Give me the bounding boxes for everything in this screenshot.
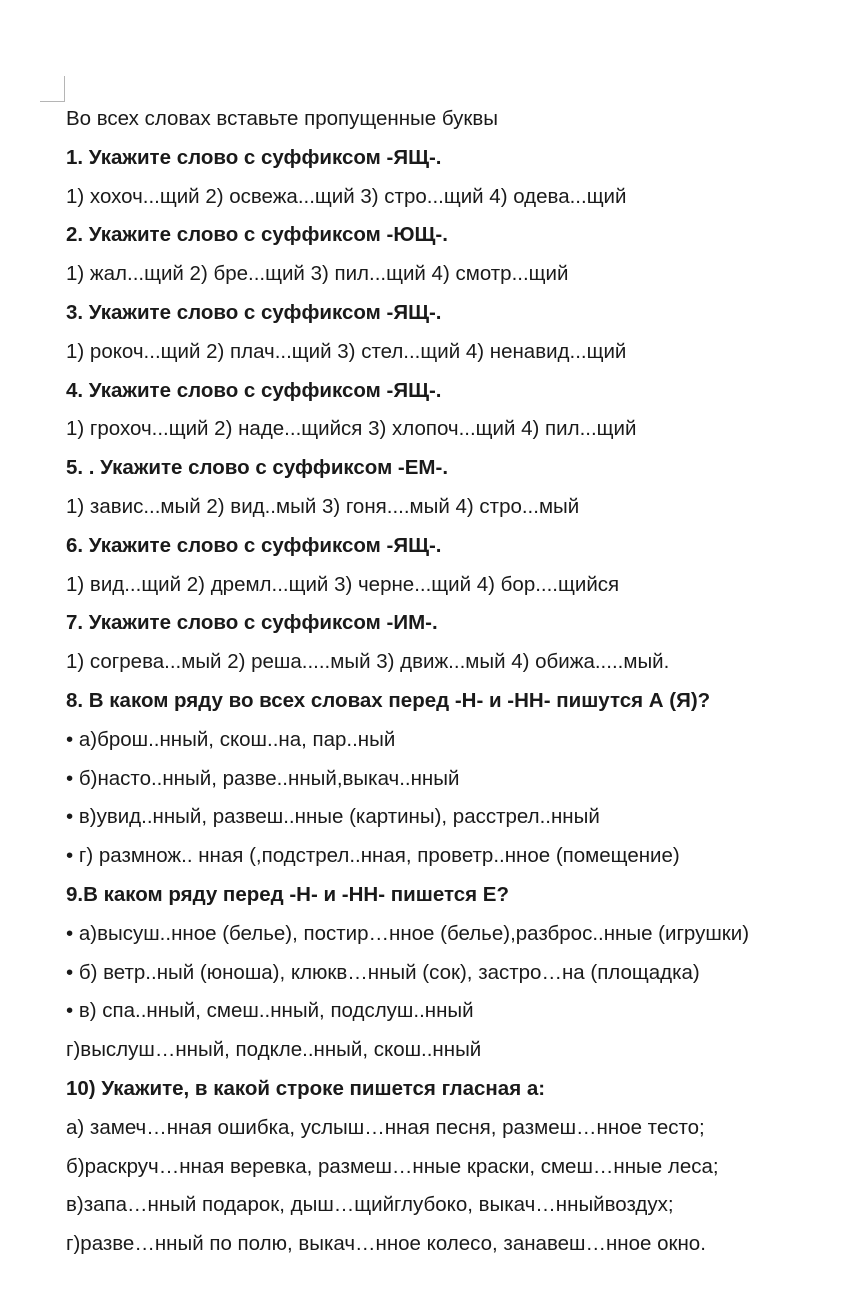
- answer-options-line: • б)насто..нный, разве..нный,выкач..нный: [66, 766, 460, 790]
- answer-options-line: 1) согрева...мый 2) реша.....мый 3) движ...мый 4) обижа.....мый.: [66, 650, 670, 674]
- question-heading: 4. Укажите слово с суффиксом -ЯЩ-.: [66, 378, 442, 402]
- answer-options-line: 1) хохоч...щий 2) освежа...щий 3) стро...щий 4) одева...щий: [66, 184, 627, 208]
- question-heading: 8. В каком ряду во всех словах перед -Н- и -НН- пишутся А (Я)?: [66, 688, 711, 712]
- answer-options-line: • г) размнож.. нная (,подстрел..нная, проветр..нное (помещение): [66, 844, 680, 868]
- question-heading: 10) Укажите, в какой строке пишется гласная а:: [66, 1076, 546, 1100]
- answer-options-line: г)разве…нный по полю, выкач…нное колесо, занавеш…нное окно.: [66, 1232, 706, 1256]
- answer-options-line: а) замеч…нная ошибка, услыш…нная песня, размеш…нное тесто;: [66, 1115, 705, 1139]
- answer-options-line: • б) ветр..ный (юноша), клюкв…нный (сок), застро…на (площадка): [66, 960, 700, 984]
- answer-options-line: 1) жал...щий 2) бре...щий 3) пил...щий 4) смотр...щий: [66, 262, 569, 286]
- answer-options-line: б)раскруч…нная веревка, размеш…нные краски, смеш…нные леса;: [66, 1154, 719, 1178]
- page-corner-mark: [40, 76, 65, 102]
- answer-options-line: 1) завис...мый 2) вид..мый 3) гоня....мый 4) стро...мый: [66, 494, 580, 518]
- question-heading: 2. Укажите слово с суффиксом -ЮЩ-.: [66, 223, 448, 247]
- question-heading: 3. Укажите слово с суффиксом -ЯЩ-.: [66, 300, 442, 324]
- answer-options-line: 1) грохоч...щий 2) наде...щийся 3) хлопоч...щий 4) пил...щий: [66, 417, 637, 441]
- answer-options-line: • а)брош..нный, скош..на, пар..ный: [66, 727, 396, 751]
- question-heading: 7. Укажите слово с суффиксом -ИМ-.: [66, 611, 438, 635]
- answer-options-line: • в)увид..нный, развеш..нные (картины), расстрел..нный: [66, 805, 600, 829]
- answer-options-line: 1) рокоч...щий 2) плач...щий 3) стел...щий 4) ненавид...щий: [66, 339, 627, 363]
- answer-options-line: • в) спа..нный, смеш..нный, подслуш..нный: [66, 999, 474, 1023]
- question-heading: 6. Укажите слово с суффиксом -ЯЩ-.: [66, 533, 442, 557]
- question-heading: 1. Укажите слово с суффиксом -ЯЩ-.: [66, 145, 442, 169]
- document-body: [66, 100, 856, 1264]
- answer-options-line: г)выслуш…нный, подкле..нный, скош..нный: [66, 1038, 482, 1062]
- answer-options-line: в)запа…нный подарок, дыш…щийглубоко, выкач…нныйвоздух;: [66, 1193, 674, 1217]
- answer-options-line: • а)высуш..нное (белье), постир…нное (белье),разброс..нные (игрушки): [66, 921, 750, 945]
- question-heading: 5. . Укажите слово с суффиксом -ЕМ-.: [66, 456, 449, 480]
- question-heading: 9.В каком ряду перед -Н- и -НН- пишется Е?: [66, 882, 509, 906]
- answer-options-line: 1) вид...щий 2) дремл...щий 3) черне...щий 4) бор....щийся: [66, 572, 620, 596]
- instruction-text: Во всех словах вставьте пропущенные буквы: [66, 107, 499, 130]
